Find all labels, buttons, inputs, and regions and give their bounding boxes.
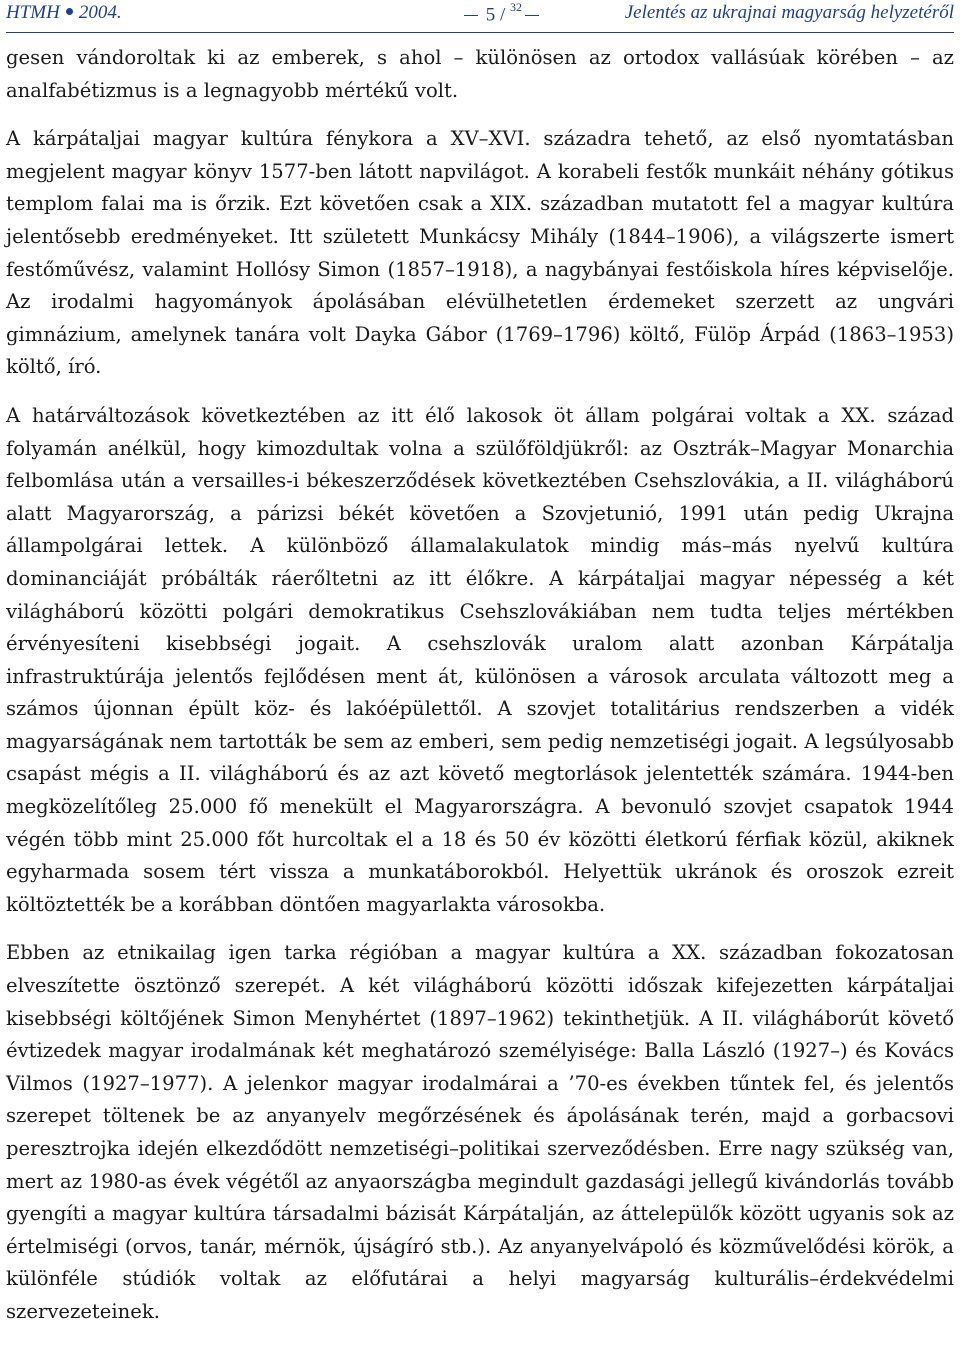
dash-left [464,15,478,16]
header-publisher-year [6,2,122,24]
report-title: Jelentés az ukrajnai magyarság helyzetéről [624,2,954,23]
paragraph-3: A határváltozások következtében az itt élő lakosok öt állam polgárai voltak a XX. század folyamán anélkül, hogy kimozdultak volna a szülőföldjükről: az Osztrák–Magyar Monarchia felbomlása után a versailles-i békeszerződések következtében Csehszlovákia, a II. világháború alatt Magyarország, a párizsi békét követően a Szovjetunió, 1991 után pedig Ukrajna állampolgárai lettek. A különböző államalakulatok mindig más–más nyelvű kultúra dominanciáját próbálták ráerőltetni az itt élőkre. A kárpátaljai magyar népesség a két világháború közötti polgári demokratikus Csehszlovákiában nem tudta teljes mértékben érvényesíteni kisebbségi jogait. A csehszlovák uralom alatt azonban Kárpátalja infrastruktúrája jelentős fejlődésen ment át, különösen a városok arculata változott meg a számos újonnan épült köz- és lakóépülettől. A szovjet totalitárius rendszerben a vidék magyarságának nem tartották be sem az emberi, sem pedig nemzetiségi jogait. A legsúlyosabb csapást mégis a II. világháború és az azt követő megtorlások jelentették számára. 1944-ben megközelítőleg 25.000 fő menekült el Magyarországra. A bevonuló szovjet csapatok 1944 végén több mint 25.000 főt hurcoltak el a 18 és 50 év közötti életkorú férfiak közül, akiknek egyharmada sosem tért vissza a munkatáborokból. Helyettük ukránok és oroszok ezreit költöztették be a korábban döntően magyarlakta városokba. [6,403,954,916]
dash-right [525,15,539,16]
paragraph-4: Ebben az etnikailag igen tarka régióban a magyar kultúra a XX. században fokozatosan elveszítette ösztönző szerepét. A két világháború közötti időszak kifejezetten kárpátaljai kisebbségi költőjének Simon Menyhértet (1897–1962) tekinthetjük. A II. világháborút követő évtizedek magyar irodalmának két meghatározó személyisége: Balla László (1927–) és Kovács Vilmos (1927–1977). A jelenkor magyar irodalmárai a ’70-es években tűntek fel, és jelentős szerepet töltenek be az anyanyelv megőrzésének és ápolásának terén, majd a gorbacsovi peresztrojka idején elkezdődött nemzetiségi–politikai szerveződésben. Erre nagy szükség van, mert az 1980-as évek végétől az anyaországba megindult gazdasági jellegű kivándorlás tovább gyengíti a magyar kultúra társadalmi bázisát Kárpátalján, az áttelepülők között ugyanis sok az értelmiségi (orvos, tanár, mérnök, újságíró stb.). Az anyanyelvápoló és közművelődési körök, a különféle stúdiók voltak az előfutárai a helyi magyarság kulturális–érdekvédelmi szervezeteinek. [6,941,954,1323]
header-publisher: HTMH [6,2,60,23]
paragraph-2: A kárpátaljai magyar kultúra fénykora a XV–XVI. századra tehető, az első nyomtatásban megjelent magyar könyv 1577-ben látott napvilágot. A korabeli festők munkáit néhány gótikus templom falai ma is őrzik. Ezt követően csak a XIX. században mutatott fel a magyar kultúra jelentősebb eredményeket. Itt született Munkácsy Mihály (1844–1906), a világszerte ismert festőművész, valamint Hollósy Simon (1857–1918), a nagybányai festőiskola híres képviselője. Az irodalmi hagyományok ápolásában elévülhetetlen érdemeket szerzett az ungvári gimnázium, amelynek tanára volt Dayka Gábor (1769–1796) költő, Fülöp Árpád (1863–1953) költő, író. [6,127,954,379]
paragraph-1: gesen vándoroltak ki az emberek, s ahol – különösen az ortodox vallásúak körében – az analfabétizmus is a legnagyobb mértékű volt. [6,46,954,102]
bullet-separator-icon [66,8,73,15]
header-rule [6,32,954,33]
running-header [6,2,954,32]
header-year: 2004. [78,2,122,23]
page-number: 5 / $^{32}$ [461,2,542,26]
page-current: 5 [485,4,496,26]
body-text [6,42,954,1329]
page-total: 32 [510,0,523,14]
